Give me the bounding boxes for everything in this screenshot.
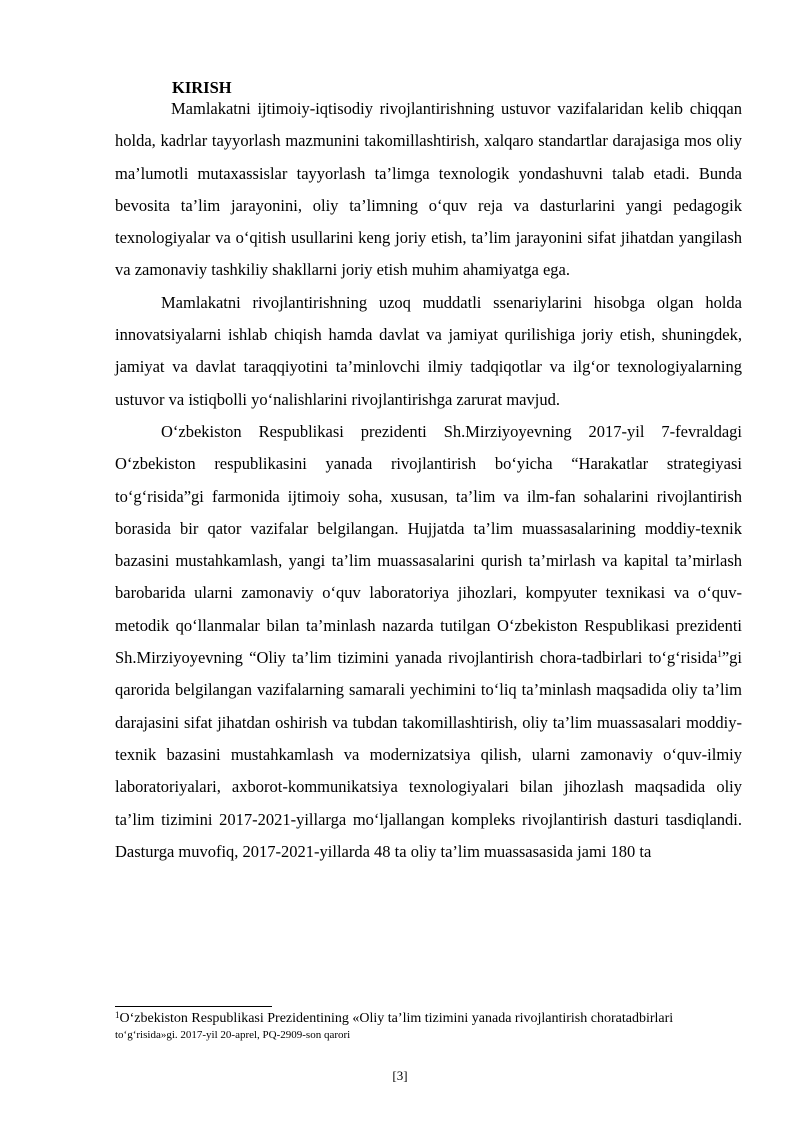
paragraph-3 xyxy=(115,416,742,868)
paragraph-3-part-2: ”gi qarorida belgilangan vazifalarning samarali yechimini to‘liq ta’minlash maqsadida oliy ta’lim darajasini sifat jihatdan oshirish va tubdan takomillashtirish, oliy ta’lim muassasalari moddiy-texnik bazasini mustahkamlash va modernizatsiya qilish, ularni zamonaviy o‘quv-ilmiy laboratoriyalari, axborot-kommunikatsiya texnologiyalari bilan jihozlash maqsadida oliy ta’lim tizimini 2017-2021-yillarga mo‘ljallangan kompleks rivojlantirish dasturi tasdiqlandi. Dasturga muvofiq, 2017-2021-yillarda 48 ta oliy ta’lim muassasasida jami 180 ta xyxy=(115,648,742,861)
paragraph-3-part-1: O‘zbekiston Respublikasi prezidenti Sh.Mirziyoyevning 2017-yil 7-fevraldagi O‘zbekiston respublikasini yanada rivojlantirish bo‘yicha “Harakatlar strategiyasi to‘g‘risida”gi farmonida ijtimoiy soha, xususan, ta’lim va ilm-fan sohalarini rivojlantirish borasida bir qator vazifalar belgilangan. Hujjatda ta’lim muassasalarining moddiy-texnik bazasini mustahkamlash, yangi ta’lim muassasalarini qurish ta’mirlash va kapital ta’mirlash barobarida ularni zamonaviy o‘quv laboratoriya jihozlari, kompyuter texnikasi va o‘quv-metodik qo‘llanmalar bilan ta’minlash nazarda tutilgan O‘zbekiston Respublikasi prezidenti Sh.Mirziyoyevning “Oliy ta’lim tizimini yanada rivojlantirish chora-tadbirlari to‘g‘risida xyxy=(115,421,742,668)
paragraph-1: Mamlakatni ijtimoiy-iqtisodiy rivojlantirishning ustuvor vazifalaridan kelib chiqqan holda, kadrlar tayyorlash mazmunini takomillashtirish, xalqaro standartlar darajasiga mos oliy ma’lumotli mutaxassislar tayyorlash ta’limga texnologik yondashuvni talab etadi. Bunda bevosita ta’lim jarayonini, oliy ta’limning o‘quv reja va dasturlarini yangi pedagogik texnologiyalar va o‘qitish usullarini keng joriy etish, ta’lim jarayonini sifat jihatdan yangilash va zamonaviy tashkiliy shakllarni joriy etish muhim ahamiyatga ega. xyxy=(115,99,742,280)
footnote-text: O‘zbekiston Respublikasi Prezidentining «Oliy ta’lim tizimini yanada rivojlantirish choratadbirlari xyxy=(119,1011,674,1026)
paragraph-2: Mamlakatni rivojlantirishning uzoq muddatli ssenariylarini hisobga olgan holda innovatsiyalarni ishlab chiqish hamda davlat va jamiyat qurilishiga joriy etish, shuningdek, jamiyat va davlat taraqqiyotini ta’minlovchi ilmiy tadqiqotlar va ilg‘or texnologiyalarning ustuvor va istiqbolli yo‘nalishlarini rivojlantirishga zarurat mavjud. xyxy=(115,292,742,409)
footnote-text-small: to‘g‘risida»gi. 2017-yil 20-aprel, PQ-2909-son qarori xyxy=(115,1029,351,1041)
section-heading: KIRISH xyxy=(172,78,232,97)
page-number: [3] xyxy=(392,1068,408,1083)
footnote-separator xyxy=(115,1006,272,1007)
footnote-reference[interactable]: 1 xyxy=(717,649,722,660)
footnote xyxy=(115,1010,675,1043)
footnote-number: 1 xyxy=(115,1010,120,1020)
body-text xyxy=(115,93,742,868)
